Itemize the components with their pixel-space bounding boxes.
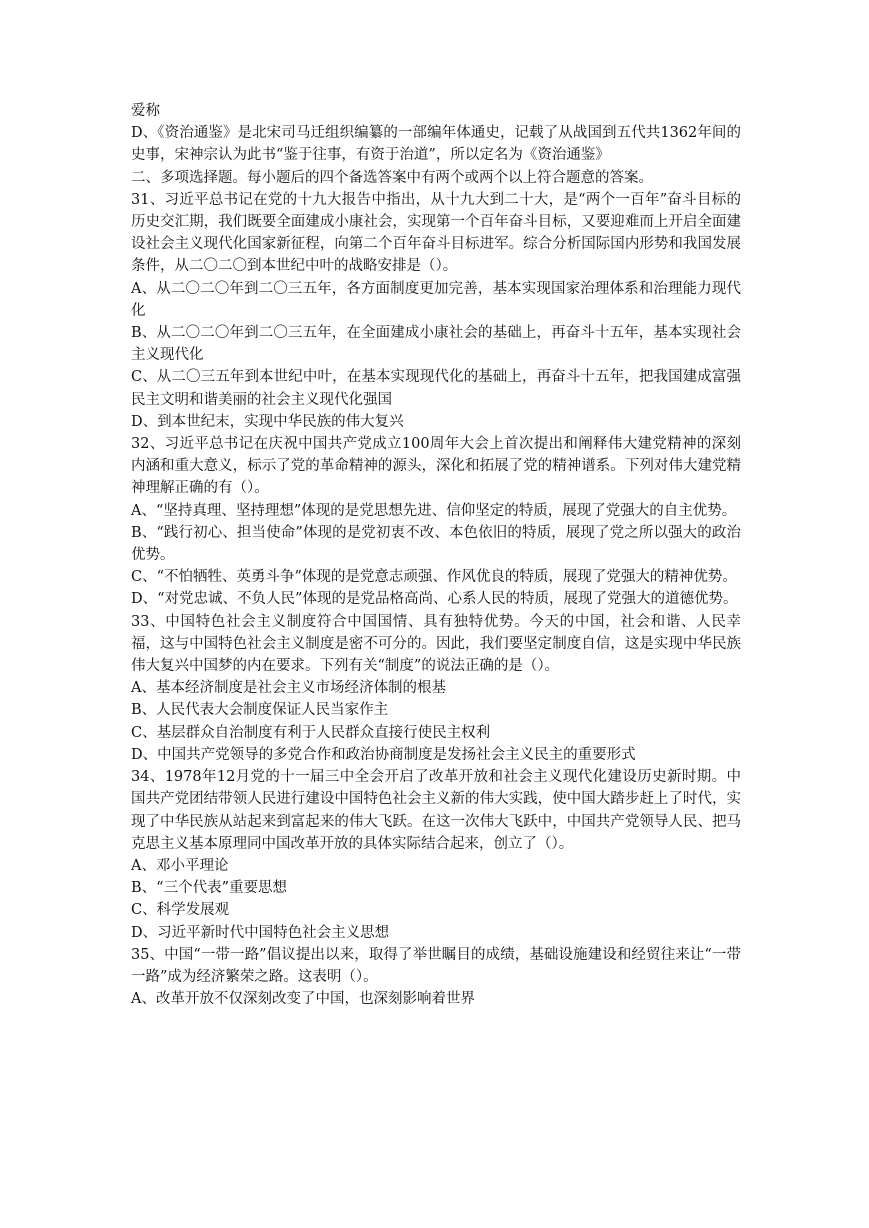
question-31-option-d: D、到本世纪末，实现中华民族的伟大复兴 (131, 413, 404, 430)
question-33-option-a: A、基本经济制度是社会主义市场经济体制的根基 (131, 680, 446, 697)
question-33: 33、中国特色社会主义制度符合中国国情、具有独特优势。今天的中国，社会和谐、人民幸福，这与中国特色社会主义制度是密不可分的。因此，我们要坚定制度自信，这是实现中华民族伟大复兴中国梦的内在要求。下列有关“制度”的说法正确的是（）。 (131, 613, 741, 675)
question-32-option-b: B、“践行初心、担当使命”体现的是党初衷不改、本色依旧的特质，展现了党之所以强大的政治优势。 (131, 524, 741, 564)
question-33-option-d: D、中国共产党领导的多党合作和政治协商制度是发扬社会主义民主的重要形式 (131, 746, 636, 763)
question-35-option-a: A、改革开放不仅深刻改变了中国，也深刻影响着世界 (131, 991, 475, 1008)
paragraph-continuation: 爱称 (131, 103, 160, 119)
question-34-option-c: C、科学发展观 (131, 902, 230, 919)
question-34-option-b: B、“三个代表”重要思想 (131, 880, 287, 897)
question-32-option-c: C、“不怕牺牲、英勇斗争”体现的是党意志顽强、作风优良的特质，展现了党强大的精神优势。 (131, 569, 737, 586)
question-31-option-a: A、从二〇二〇年到二〇三五年，各方面制度更加完善，基本实现国家治理体系和治理能力现代化 (131, 280, 741, 319)
question-31: 31、习近平总书记在党的十九大报告中指出，从十九大到二十大，是“两个一百年”奋斗目标的历史交汇期，我们既要全面建成小康社会，实现第一个百年奋斗目标，又要迎难而上开启全面建设社会主义现代化国家新征程，向第二个百年奋斗目标进军。综合分析国际国内形势和我国发展条件，从二〇二〇到本世纪中叶的战略安排是（）。 (131, 191, 741, 275)
question-31-option-c: C、从二〇三五年到本世纪中叶，在基本实现现代化的基础上，再奋斗十五年，把我国建成富强民主文明和谐美丽的社会主义现代化强国 (131, 369, 741, 408)
question-34-option-d: D、习近平新时代中国特色社会主义思想 (131, 924, 390, 941)
section-heading-multiple-choice: 二、多项选择题。每小题后的四个备选答案中有两个或两个以上符合题意的答案。 (131, 169, 653, 186)
document-body (131, 100, 741, 1010)
question-32: 32、习近平总书记在庆祝中国共产党成立100周年大会上首次提出和阐释伟大建党精神的深刻内涵和重大意义，标示了党的革命精神的源头，深化和拓展了党的精神谱系。下列对伟大建党精神理解正确的有（）。 (131, 436, 741, 497)
question-32-option-a: A、“坚持真理、坚持理想”体现的是党思想先进、信仰坚定的特质，展现了党强大的自主优势。 (131, 502, 737, 519)
question-34: 34、1978年12月党的十一届三中全会开启了改革开放和社会主义现代化建设历史新时期。中国共产党团结带领人民进行建设中国特色社会主义新的伟大实践，使中国大踏步赶上了时代，实现了中华民族从站起来到富起来的伟大飞跃。在这一次伟大飞跃中，中国共产党领导人民、把马克思主义基本原理同中国改革开放的具体实际结合起来，创立了（）。 (131, 769, 741, 852)
question-33-option-c: C、基层群众自治制度有利于人民群众直接行使民主权利 (131, 724, 491, 741)
question-31-option-b: B、从二〇二〇年到二〇三五年，在全面建成小康社会的基础上，再奋斗十五年，基本实现社会主义现代化 (131, 325, 741, 364)
question-34-option-a: A、邓小平理论 (131, 857, 229, 874)
question-32-option-d: D、“对党忠诚、不负人民”体现的是党品格高尚、心系人民的特质，展现了党强大的道德优势。 (131, 591, 738, 608)
question-33-option-b: B、人民代表大会制度保证人民当家作主 (131, 702, 389, 719)
question-35: 35、中国“一带一路”倡议提出以来，取得了举世瞩目的成绩，基础设施建设和经贸往来让“一带一路”成为经济繁荣之路。这表明（）。 (131, 946, 741, 985)
option-d-previous-question: D、《资治通鉴》是北宋司马迁组织编纂的一部编年体通史，记载了从战国到五代共1362年间的史事，宋神宗认为此书“鉴于往事，有资于治道”，所以定名为《资治通鉴》 (131, 125, 741, 164)
